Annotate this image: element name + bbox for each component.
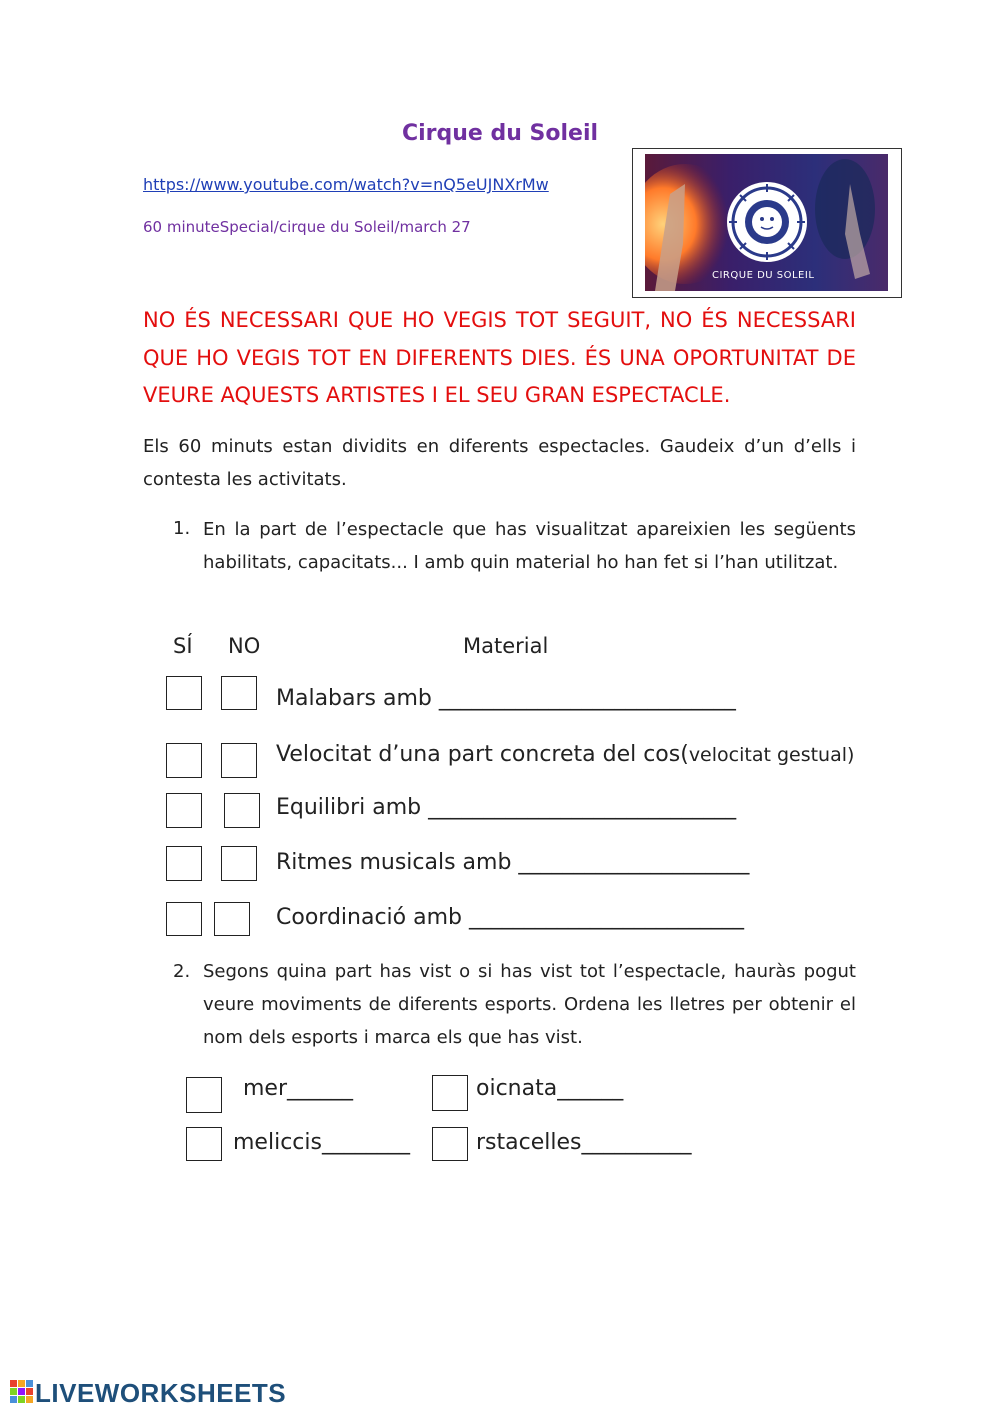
checkbox-no-equilibri[interactable] bbox=[224, 793, 260, 828]
banner-caption: CIRQUE DU SOLEIL bbox=[712, 270, 815, 281]
liveworksheets-logo-icon bbox=[10, 1378, 34, 1412]
intro-text: Els 60 minuts estan dividits en diferents espectacles. Gaudeix d’un d’ells i contesta les activitats. bbox=[143, 436, 856, 490]
question1-text: En la part de l’espectacle que has visualitzat apareixien les següents habilitats, capacitats... I amb quin material ho han fet si l’han utilitzat. bbox=[203, 519, 856, 573]
checkbox-no-malabars[interactable] bbox=[221, 676, 257, 710]
sport-item-1: mer______ bbox=[243, 1076, 354, 1101]
row-label-malabars: Malabars amb ___________________________ bbox=[276, 686, 736, 711]
row-label-coordinacio: Coordinació amb _________________________ bbox=[276, 905, 744, 930]
question1-number: 1. bbox=[173, 518, 191, 539]
warning-text: NO ÉS NECESSARI QUE HO VEGIS TOT SEGUIT, NO ÉS NECESSARI QUE HO VEGIS TOT EN DIFERENTS DIES. ÉS UNA OPORTUNITAT DE VEURE AQUESTS ARTISTES I EL SEU GRAN ESPECTACLE. bbox=[143, 308, 856, 407]
checkbox-yes-malabars[interactable] bbox=[166, 676, 202, 710]
row-label-ritmes: Ritmes musicals amb _____________________ bbox=[276, 850, 750, 875]
video-link[interactable]: https://www.youtube.com/watch?v=nQ5eUJNXrMw bbox=[143, 175, 549, 194]
checkbox-yes-equilibri[interactable] bbox=[166, 793, 202, 828]
sport-item-4: rstacelles__________ bbox=[476, 1130, 692, 1155]
checkbox-no-coordinacio[interactable] bbox=[214, 902, 250, 936]
checkbox-yes-velocitat[interactable] bbox=[166, 743, 202, 778]
checkbox-sport-3[interactable] bbox=[186, 1127, 222, 1161]
checkbox-no-velocitat[interactable] bbox=[221, 743, 257, 778]
row-label-equilibri: Equilibri amb ____________________________ bbox=[276, 795, 737, 820]
col-no-header: NO bbox=[228, 634, 261, 658]
liveworksheets-brand[interactable]: LIVEWORKSHEETS bbox=[35, 1378, 287, 1408]
checkbox-sport-2[interactable] bbox=[432, 1075, 468, 1111]
checkbox-no-ritmes[interactable] bbox=[221, 846, 257, 881]
row-label-velocitat-note: velocitat gestual) bbox=[688, 744, 855, 766]
checkbox-sport-1[interactable] bbox=[186, 1077, 222, 1113]
checkbox-sport-4[interactable] bbox=[432, 1127, 468, 1161]
question2-text: Segons quina part has vist o si has vist tot l’espectacle, hauràs pogut veure moviments de diferents esports. Ordena les lletres per obtenir el nom dels esports i marca els que has vist. bbox=[203, 961, 856, 1048]
col-yes-header: SÍ bbox=[173, 634, 193, 658]
col-material-header: Material bbox=[463, 634, 549, 658]
sport-item-2: oicnata______ bbox=[476, 1076, 624, 1101]
row-label-velocitat: Velocitat d’una part concreta del cos(velocitat gestual) bbox=[276, 742, 855, 767]
checkbox-yes-ritmes[interactable] bbox=[166, 846, 202, 881]
page-title: Cirque du Soleil bbox=[401, 121, 599, 146]
sport-item-3: meliccis________ bbox=[233, 1130, 410, 1155]
question2-number: 2. bbox=[173, 961, 191, 982]
video-subtitle: 60 minuteSpecial/cirque du Soleil/march 27 bbox=[143, 218, 471, 236]
checkbox-yes-coordinacio[interactable] bbox=[166, 902, 202, 936]
